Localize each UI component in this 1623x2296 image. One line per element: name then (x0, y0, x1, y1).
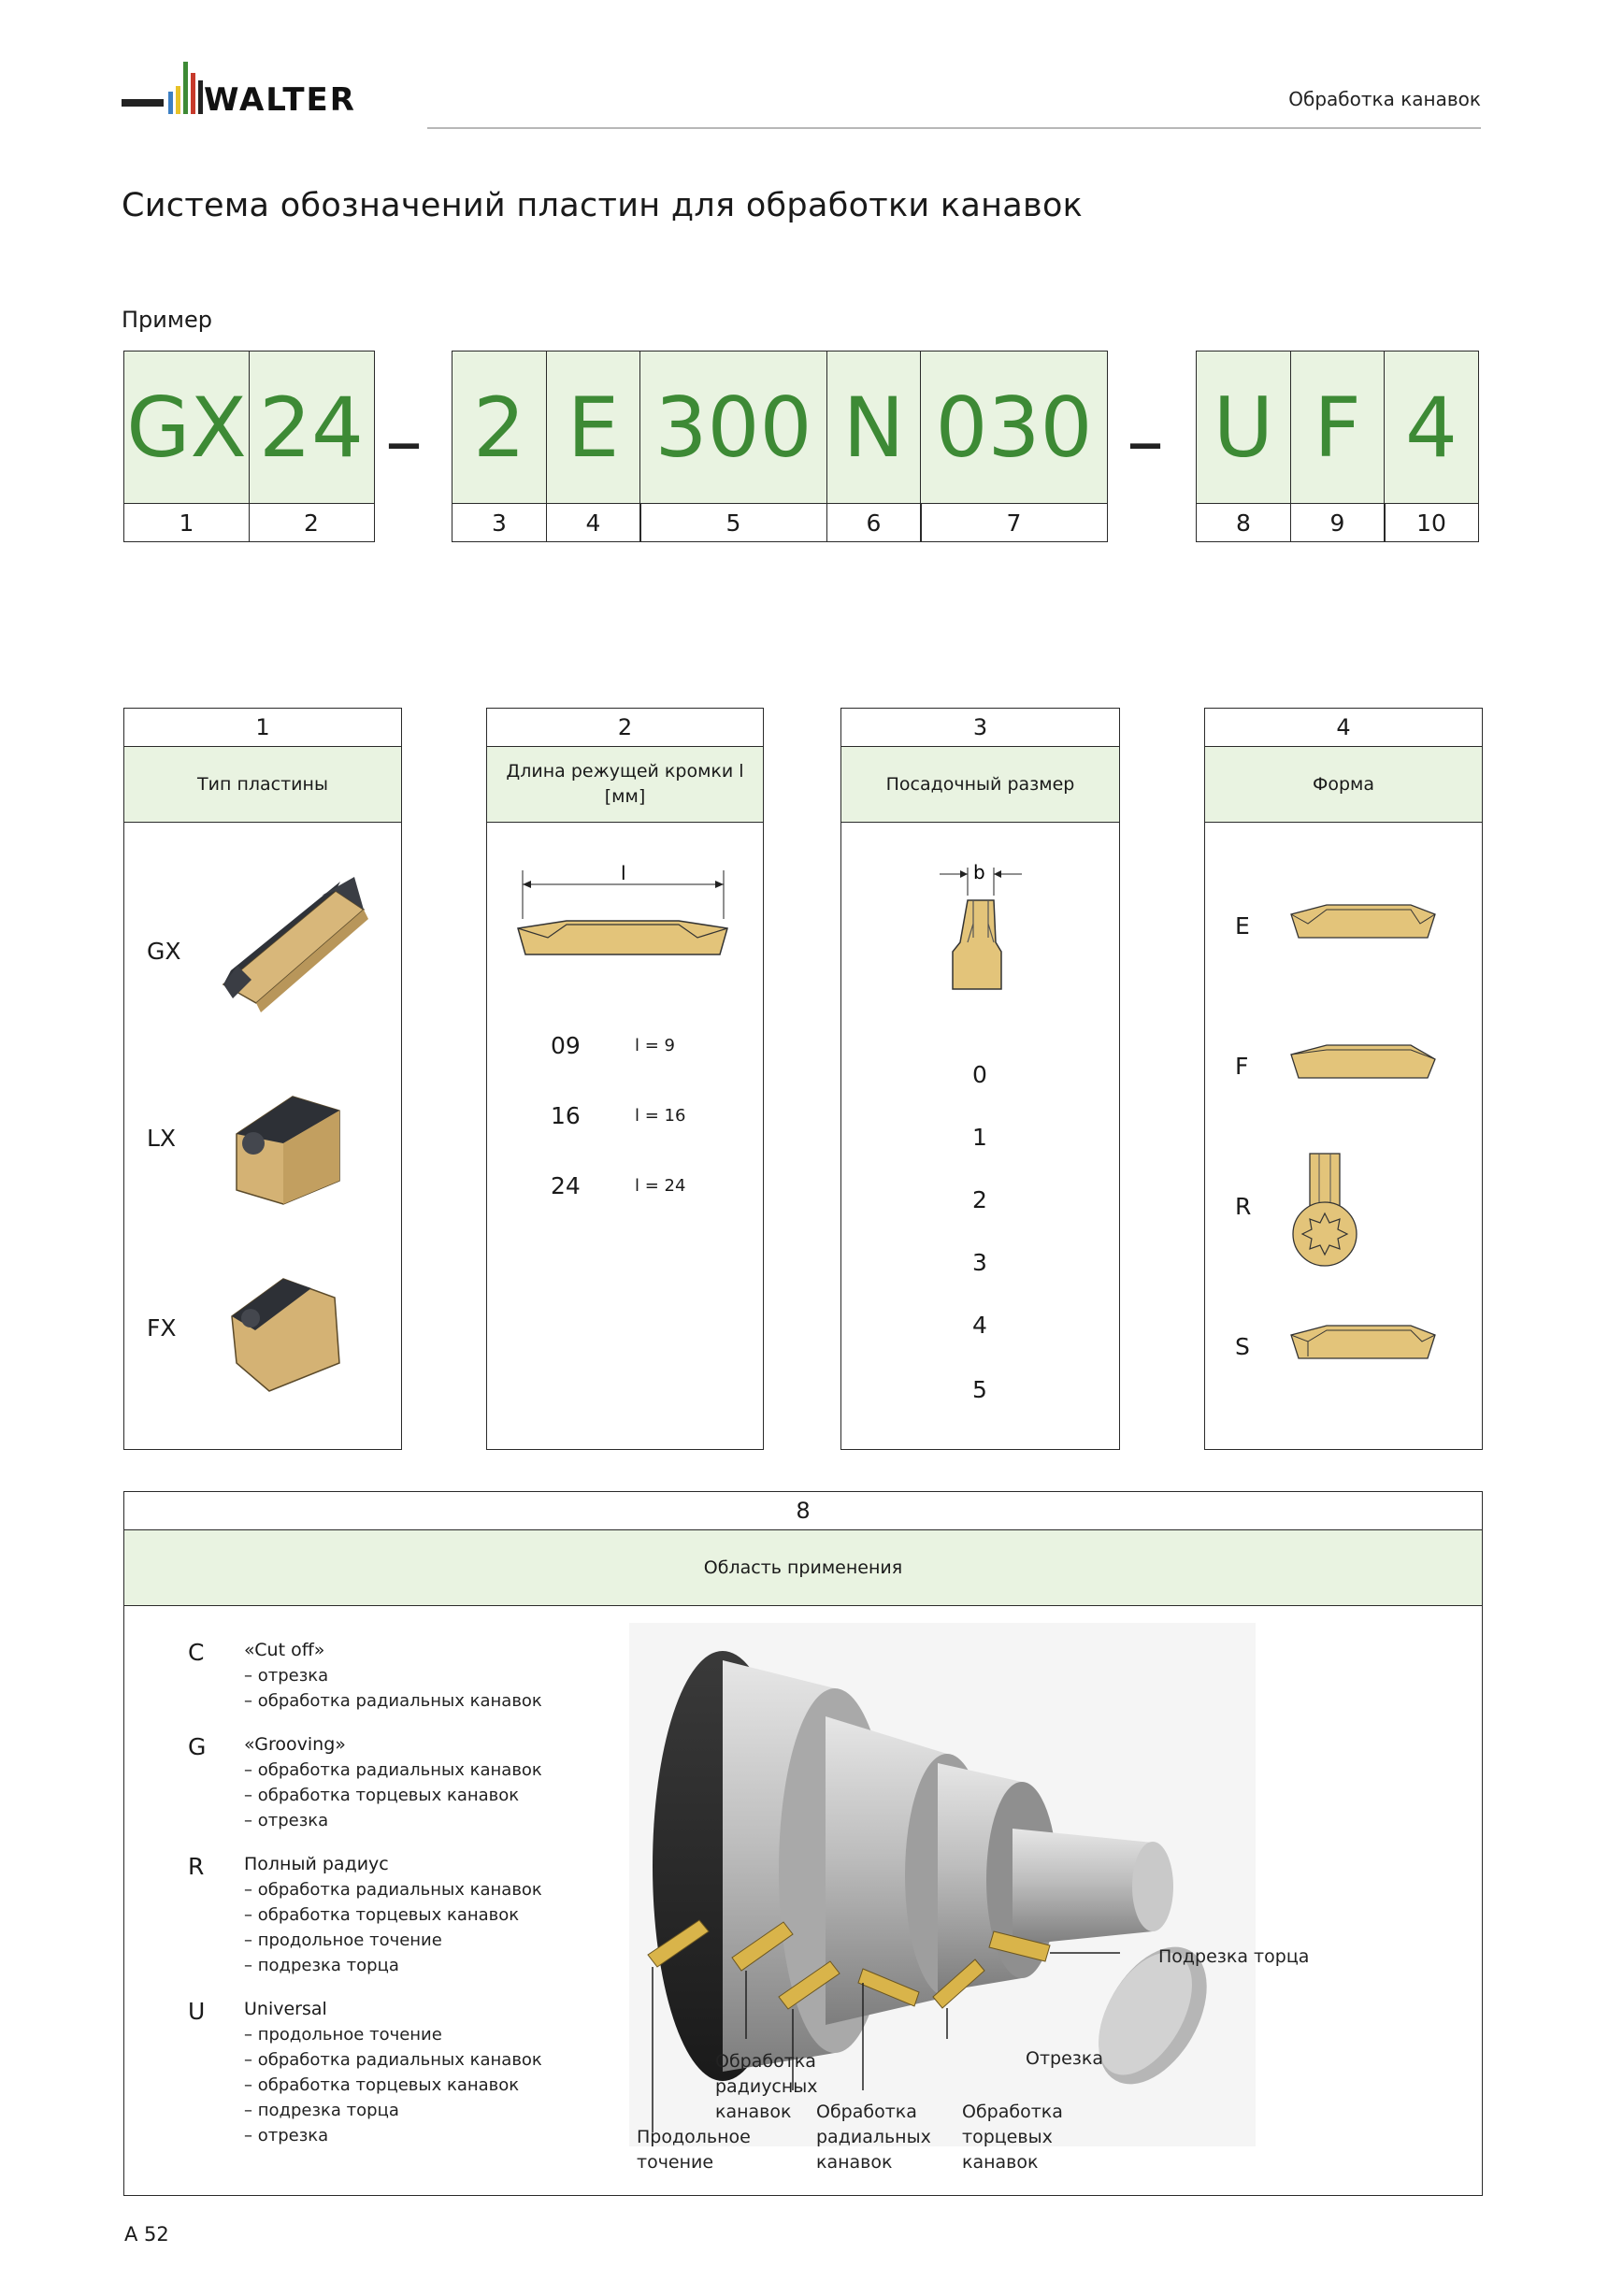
code-position: 6 (866, 509, 882, 537)
seat-size-code: 4 (972, 1312, 987, 1339)
gx-insert-image (214, 872, 382, 1022)
code-value: E (547, 352, 640, 504)
label-longitudinal-1: Продольное (637, 2127, 751, 2147)
page-number: A 52 (124, 2223, 169, 2246)
application-title: «Cut off» (244, 1640, 325, 1660)
application-title: Полный радиус (244, 1854, 389, 1874)
shape-e-image (1289, 900, 1439, 942)
application-line: – обработка радиальных канавок (244, 2050, 542, 2070)
code-position: 8 (1236, 509, 1251, 537)
shape-f-image (1289, 1040, 1439, 1083)
application-line: – отрезка (244, 1811, 329, 1830)
lx-insert-image (218, 1078, 358, 1209)
label-facing: Подрезка торца (1158, 1946, 1310, 1967)
application-title: «Grooving» (244, 1734, 346, 1755)
label-cutoff: Отрезка (1026, 2048, 1103, 2069)
panel-title: Тип пластины (124, 747, 401, 823)
code-cell (1384, 351, 1479, 542)
code-cell (452, 351, 547, 542)
panel-insert-type (123, 708, 402, 1450)
application-line: – отрезка (244, 1666, 329, 1686)
application-line: – обработка радиальных канавок (244, 1880, 542, 1900)
panel-title: Форма (1205, 747, 1482, 823)
panel-shape (1204, 708, 1483, 1450)
code-cell (1290, 351, 1386, 542)
panel-number: 8 (124, 1492, 1482, 1530)
application-line: – обработка радиальных канавок (244, 1691, 542, 1711)
code-position: 10 (1416, 509, 1446, 537)
code-value: 030 (921, 352, 1107, 504)
shape-s-image (1289, 1321, 1439, 1363)
label-radius-groove-3: канавок (715, 2102, 792, 2122)
label-face-groove-2: торцевых (962, 2127, 1053, 2147)
length-code: 09 (551, 1032, 581, 1059)
code-value: GX (124, 352, 249, 504)
walter-logo (122, 58, 402, 133)
label-radial-groove-1: Обработка (816, 2102, 917, 2122)
code-separator: – (385, 397, 423, 484)
code-value: 4 (1385, 352, 1478, 504)
application-title: Universal (244, 1999, 327, 2019)
length-code: 16 (551, 1102, 581, 1129)
code-position: 5 (725, 509, 741, 537)
application-letter-g: G (188, 1733, 207, 1760)
label-radial-groove-3: канавок (816, 2152, 893, 2173)
panel-title: Область применения (124, 1530, 1482, 1606)
code-position: 3 (492, 509, 507, 537)
code-position: 2 (304, 509, 319, 537)
seat-size-code: 5 (972, 1376, 987, 1403)
code-value: 300 (640, 352, 826, 504)
code-group-3 (1196, 351, 1479, 542)
application-letter-r: R (188, 1853, 205, 1880)
insert-type-fx: FX (147, 1314, 177, 1342)
code-position: 7 (1006, 509, 1022, 537)
code-cell (826, 351, 922, 542)
application-line: – подрезка торца (244, 2101, 399, 2120)
panel-number: 4 (1205, 709, 1482, 747)
panel-title: Длина режущей кромки l [мм] (487, 747, 763, 823)
shape-code-s: S (1235, 1333, 1250, 1360)
length-desc: l = 24 (635, 1176, 686, 1196)
seat-size-code: 0 (972, 1061, 987, 1088)
code-value: U (1197, 352, 1290, 504)
code-value: 2 (452, 352, 546, 504)
code-cell (639, 351, 827, 542)
code-value: F (1291, 352, 1385, 504)
section-title: Обработка канавок (1288, 88, 1481, 110)
application-line: – отрезка (244, 2126, 329, 2145)
application-letter-u: U (188, 1998, 206, 2025)
application-letter-c: C (188, 1639, 205, 1666)
panel-number: 3 (841, 709, 1119, 747)
code-cell (1196, 351, 1291, 542)
insert-type-lx: LX (147, 1125, 177, 1152)
shape-code-e: E (1235, 912, 1250, 940)
shape-code-r: R (1235, 1193, 1252, 1220)
application-line: – обработка радиальных канавок (244, 1760, 542, 1780)
application-line: – обработка торцевых канавок (244, 2075, 520, 2095)
code-position: 9 (1329, 509, 1345, 537)
label-face-groove-1: Обработка (962, 2102, 1063, 2122)
header-rule (427, 127, 1481, 129)
panel-number: 1 (124, 709, 401, 747)
page-title: Система обозначений пластин для обработки канавок (122, 187, 1084, 224)
label-longitudinal-2: точение (637, 2152, 714, 2173)
length-code: 24 (551, 1172, 581, 1199)
code-cell (249, 351, 375, 542)
label-radial-groove-2: радиальных (816, 2127, 931, 2147)
code-cell (123, 351, 250, 542)
code-value: 24 (250, 352, 374, 504)
panel-title: Посадочный размер (841, 747, 1119, 823)
panel-seat-size (840, 708, 1120, 1450)
label-radius-groove-2: радиусных (715, 2076, 818, 2097)
code-position: 4 (585, 509, 601, 537)
code-cell (546, 351, 641, 542)
application-line: – обработка торцевых канавок (244, 1905, 520, 1925)
panel-number: 2 (487, 709, 763, 747)
code-cell (920, 351, 1108, 542)
panel-application-area (123, 1491, 1483, 2196)
code-separator: – (1127, 397, 1164, 484)
shape-code-f: F (1235, 1053, 1249, 1080)
length-desc: l = 16 (635, 1106, 686, 1126)
application-line: – подрезка торца (244, 1956, 399, 1975)
code-value: N (827, 352, 921, 504)
svg-text:WALTER: WALTER (204, 81, 356, 119)
fx-insert-image (218, 1260, 358, 1400)
seat-size-code: 3 (972, 1249, 987, 1276)
label-radius-groove-1: Обработка (715, 2051, 816, 2072)
length-desc: l = 9 (635, 1036, 675, 1055)
code-group-2 (452, 351, 1108, 542)
cutting-length-diagram (510, 863, 744, 975)
application-line: – продольное точение (244, 2025, 442, 2045)
shape-r-image (1287, 1150, 1362, 1271)
seat-size-code: 2 (972, 1186, 987, 1213)
seat-size-diagram (940, 858, 1024, 998)
seat-size-code: 1 (972, 1124, 987, 1151)
application-line: – обработка торцевых канавок (244, 1786, 520, 1805)
example-label: Пример (122, 307, 212, 333)
code-position: 1 (179, 509, 194, 537)
code-group-1 (123, 351, 375, 542)
label-face-groove-3: канавок (962, 2152, 1039, 2173)
svg-text:l: l (621, 863, 626, 884)
insert-type-gx: GX (147, 938, 181, 965)
panel-cutting-length (486, 708, 764, 1450)
application-line: – продольное точение (244, 1930, 442, 1950)
svg-text:b: b (973, 861, 985, 883)
